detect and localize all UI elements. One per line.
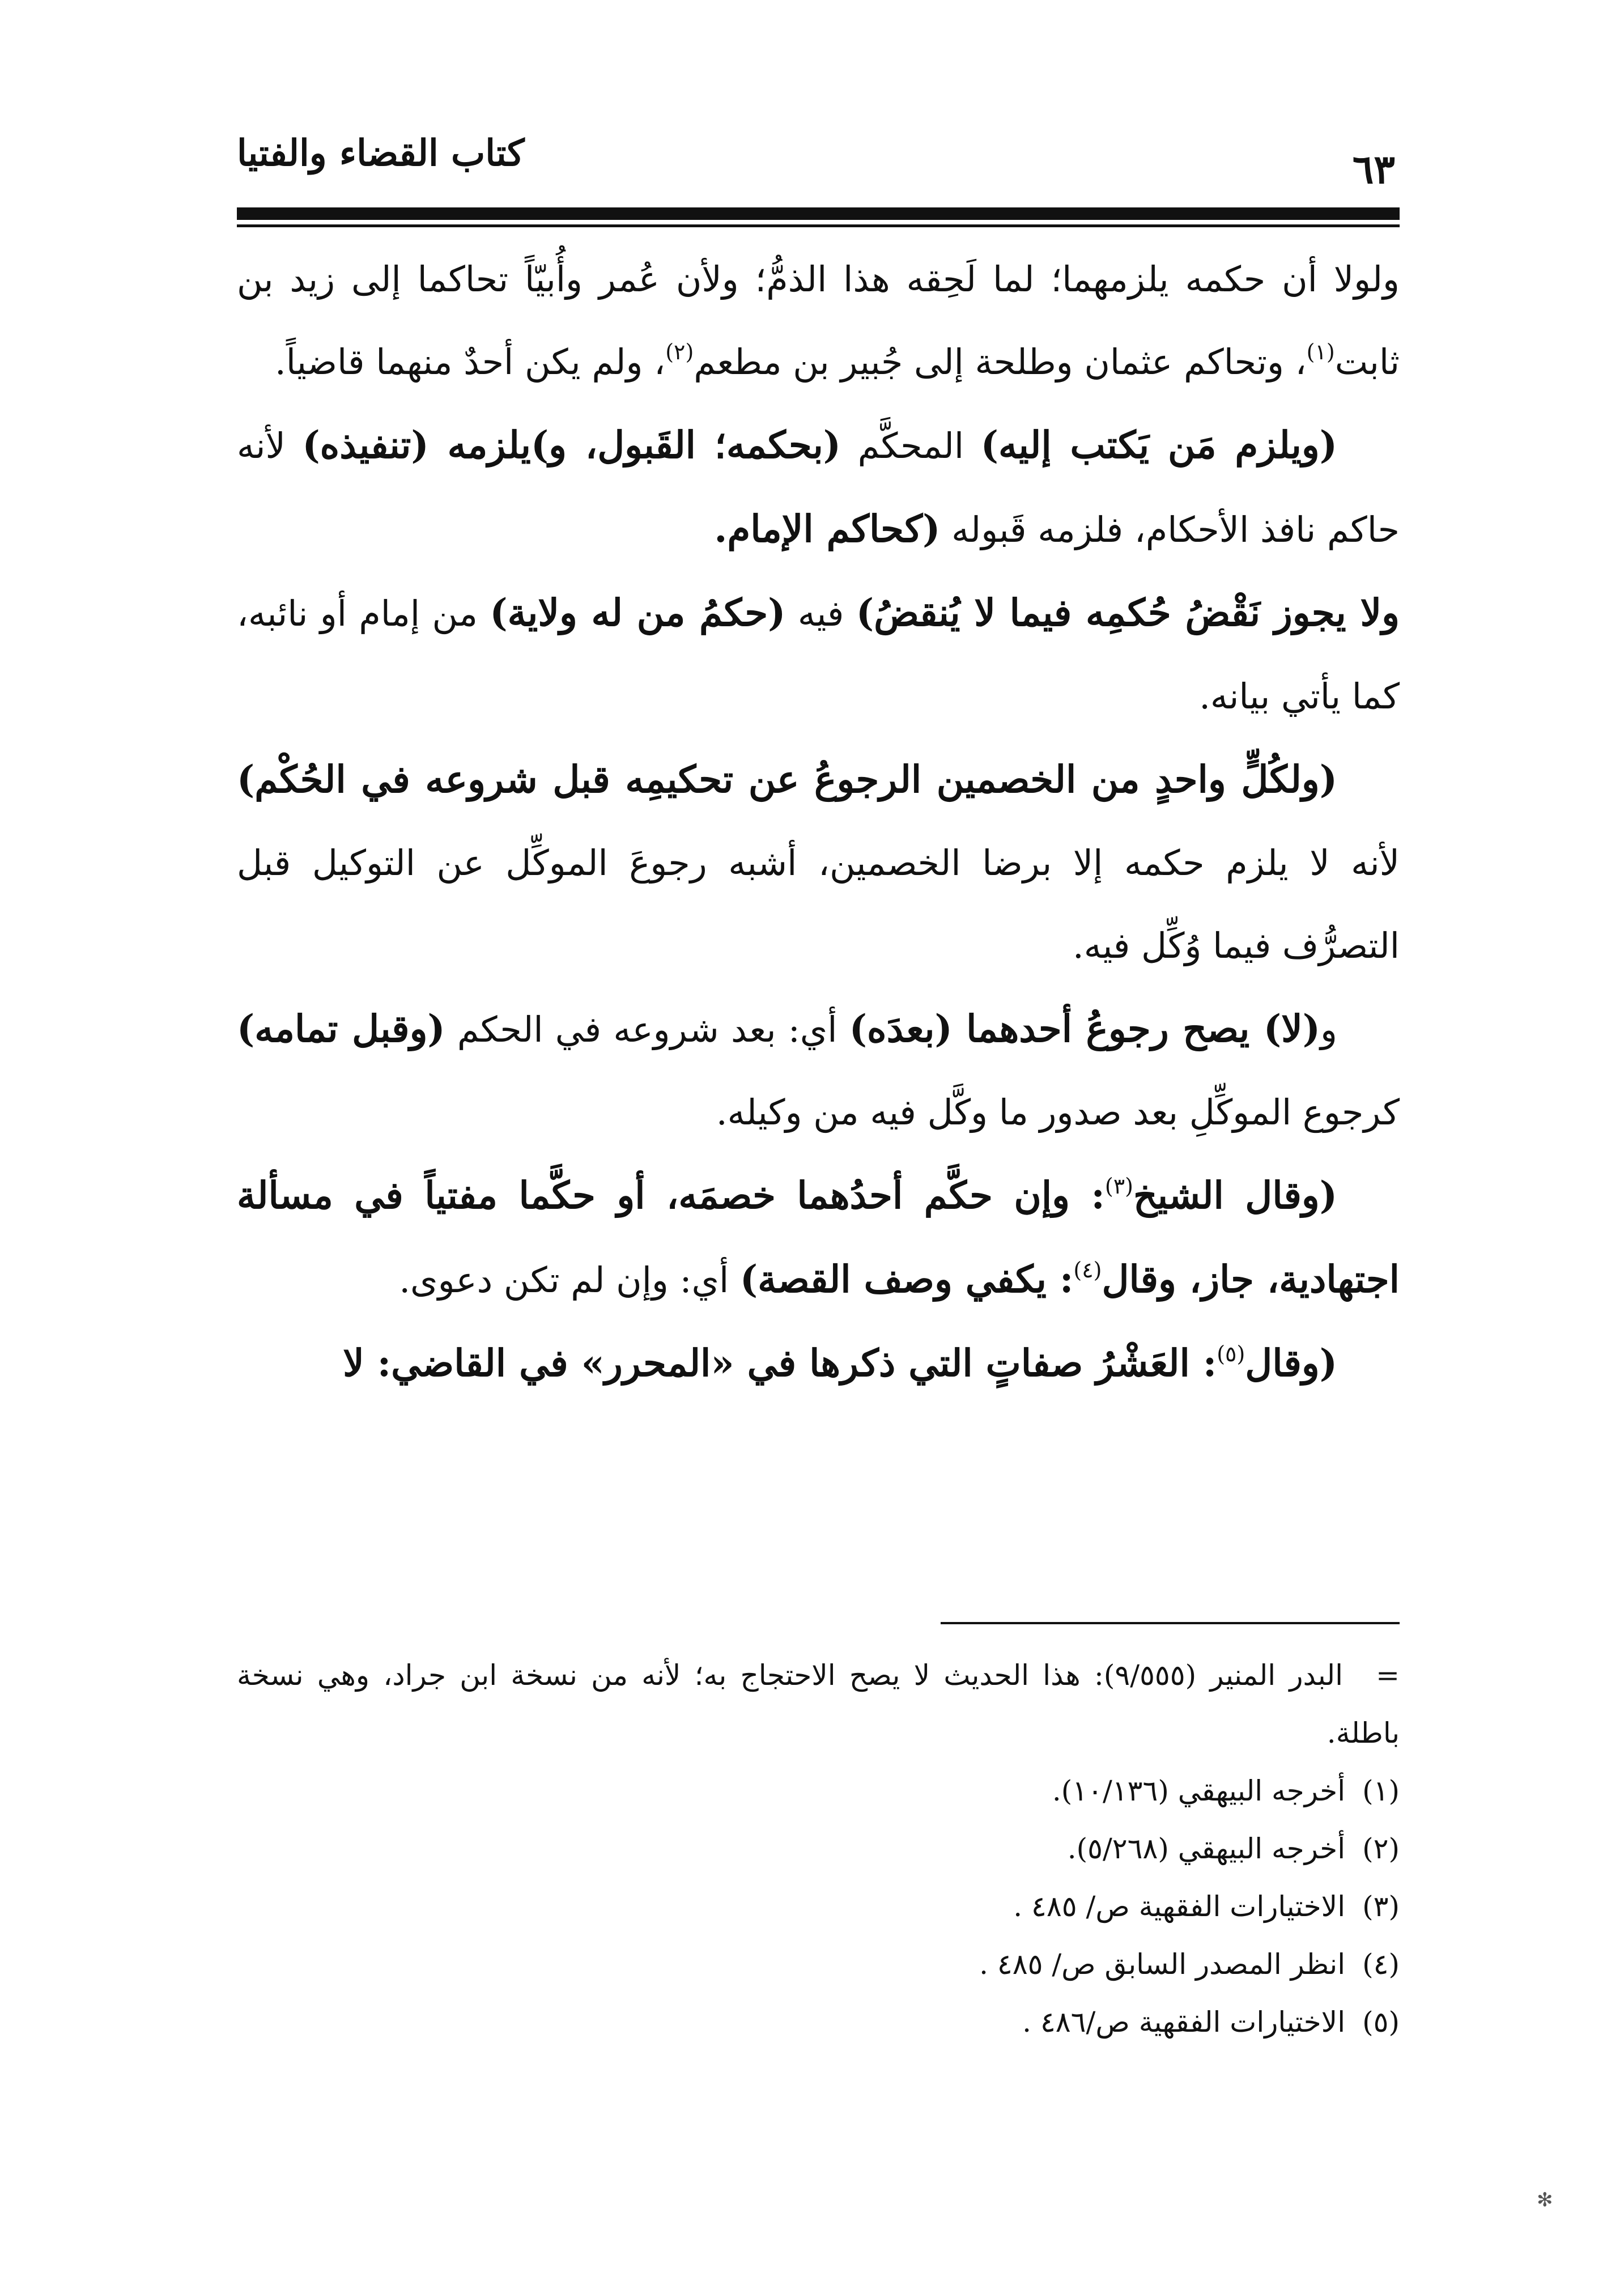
matn-run: : يكفي وصف القصة) <box>739 1257 1074 1301</box>
footnote-ref-4[interactable]: (٤) <box>1073 1258 1102 1283</box>
matn-run: يلزمه (تنفيذه) <box>302 423 531 467</box>
matn-run: : العَشْرُ صفاتٍ التي ذكرها في «المحرر» في القاضي: لا <box>343 1341 1217 1385</box>
paragraph-5 <box>237 987 1400 1154</box>
footnote-text: أخرجه البيهقي (٥/٢٦٨). <box>1067 1832 1346 1865</box>
matn-run: (وقبل تمامه) <box>237 1007 445 1051</box>
matn-run: (ولكُلٍّ واحدٍ من الخصمين الرجوعُ عن تحكيمِه قبل شروعه في الحُكْم) <box>237 757 1337 801</box>
footnote-item <box>237 1993 1400 2051</box>
footnote-item <box>237 1878 1400 1935</box>
footnote-number: (٢) <box>1362 1832 1400 1865</box>
footnotes <box>237 1646 1400 2051</box>
footnote-item <box>237 1935 1400 1993</box>
footnote-ref-1[interactable]: (١) <box>1306 339 1335 364</box>
paragraph-4 <box>237 738 1400 987</box>
paragraph-1 <box>237 238 1400 404</box>
text-run: أي: بعد شروعه في الحكم <box>445 1009 849 1050</box>
header-rule-thin <box>237 224 1400 227</box>
paragraph-2 <box>237 404 1400 571</box>
matn-run: (حكمُ من له ولاية) <box>490 591 786 635</box>
footnote-number: (٤) <box>1362 1948 1400 1981</box>
footnote-text: البدر المنير (٩/٥٥٥): هذا الحديث لا يصح الاحتجاج به؛ لأنه من نسخة ابن جراد، وهي نسخة باطلة. <box>237 1659 1400 1750</box>
matn-run: : وإن حكَّم أحدُهما خصمَه، أو حكَّما مفتياً في مسألة اجتهادية، جاز، وقال <box>237 1173 1400 1301</box>
text-run: المحكَّم <box>841 425 981 466</box>
page-number: ٦٣ <box>1352 146 1395 193</box>
footnote-ref-5[interactable]: (٥) <box>1217 1341 1245 1366</box>
footnote-separator <box>941 1622 1400 1624</box>
matn-run: (لا) يصح رجوعُ أحدهما (بعدَه) <box>849 1007 1321 1051</box>
text-run: فيه <box>785 593 856 634</box>
text-run: لأنه حاكم نافذ الأحكام، فلزمه قَبوله <box>237 425 1400 550</box>
footnote-text: الاختيارات الفقهية ص/٤٨٦ . <box>1022 2006 1346 2039</box>
footnote-number: (٥) <box>1362 2006 1400 2039</box>
footnote-ref-2[interactable]: (٢) <box>665 339 694 364</box>
text-run: أي: وإن لم تكن دعوى. <box>399 1259 740 1301</box>
footnote-number: (٣) <box>1362 1890 1400 1923</box>
footnote-ref-3[interactable]: (٣) <box>1104 1174 1133 1199</box>
header-rule-thick <box>237 207 1400 220</box>
matn-run: (وقال الشيخ <box>1133 1173 1337 1217</box>
footnote-item <box>237 1820 1400 1878</box>
matn-run: ولا يجوز نَقْضُ حُكمِه فيما لا يُنقضُ) <box>856 591 1400 635</box>
text-run: من إمام أو نائبه، كما يأتي بيانه. <box>237 593 1400 717</box>
paragraph-6 <box>237 1154 1400 1322</box>
scan-mark-icon: ✻ <box>1537 2189 1553 2211</box>
text-run: و <box>1320 1009 1337 1050</box>
main-text <box>237 238 1400 1405</box>
footnote-text: الاختيارات الفقهية ص/ ٤٨٥ . <box>1013 1890 1346 1923</box>
matn-run: (وقال <box>1245 1341 1337 1385</box>
paragraph-3 <box>237 571 1400 738</box>
matn-run: (بحكمه؛ القَبول، و) <box>530 423 841 467</box>
footnote-number: (١) <box>1362 1774 1400 1807</box>
page-header <box>237 122 1400 207</box>
continuation-mark: = <box>1376 1659 1400 1692</box>
footnote-continuation <box>237 1646 1400 1762</box>
footnote-text: أخرجه البيهقي (١٠/١٣٦). <box>1052 1774 1346 1807</box>
text-run: كرجوع الموكِّلِ بعد صدور ما وكَّل فيه من وكيله. <box>716 1092 1400 1133</box>
running-title: كتاب القضاء والفتيا <box>237 132 525 175</box>
text-run: لأنه لا يلزم حكمه إلا برضا الخصمين، أشبه رجوعَ الموكِّل عن التوكيل قبل التصرُّف فيما وُكِّل فيه. <box>237 842 1400 966</box>
footnote-text: انظر المصدر السابق ص/ ٤٨٥ . <box>979 1948 1346 1981</box>
text-run: ، وتحاكم عثمان وطلحة إلى جُبير بن مطعم <box>694 341 1307 383</box>
paragraph-7 <box>237 1322 1400 1405</box>
text-run: ولولا أن حكمه يلزمهما؛ لما لَحِقه هذا الذمُّ؛ ولأن عُمر وأُبيّاً تحاكما إلى زيد بن ثابت <box>237 258 1400 383</box>
matn-run: (ويلزم مَن يَكتب إليه) <box>980 423 1337 467</box>
footnote-item <box>237 1762 1400 1820</box>
matn-run: (كحاكم الإمام. <box>714 507 941 551</box>
text-run: ، ولم يكن أحدٌ منهما قاضياً. <box>275 341 666 383</box>
